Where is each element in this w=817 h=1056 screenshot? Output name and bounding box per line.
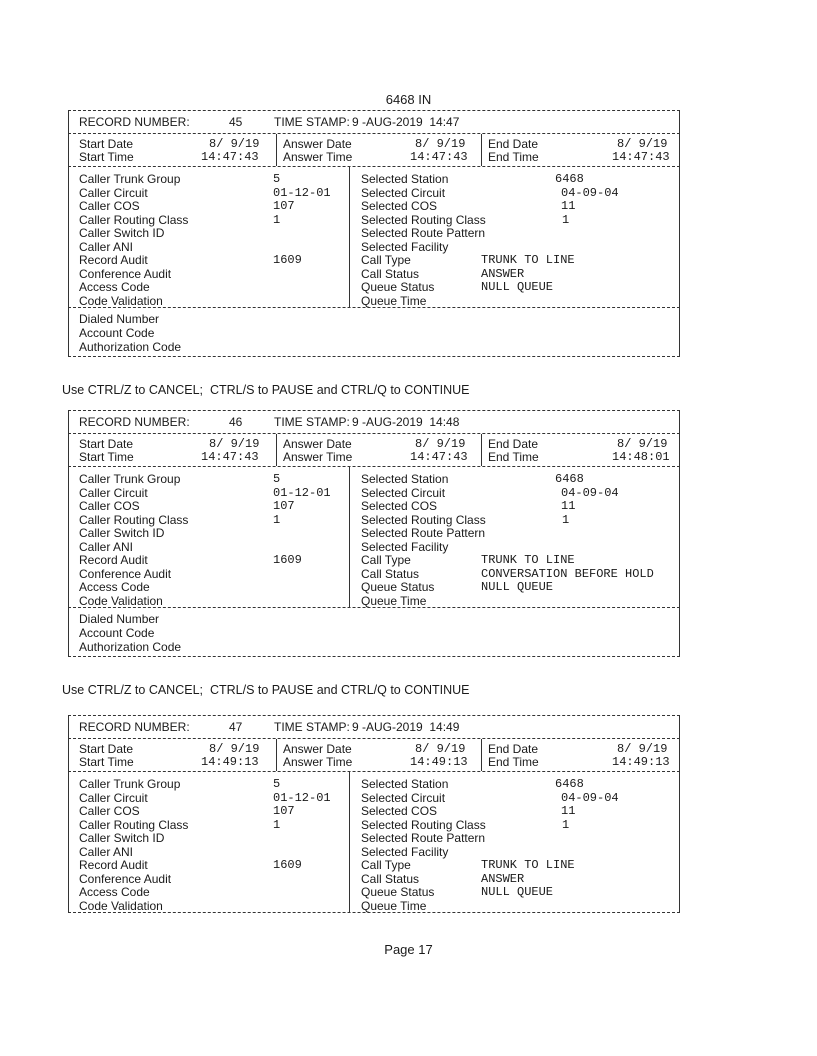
code-validation-label: Code Validation bbox=[79, 593, 163, 608]
selected-circuit-value: 04-09-04 bbox=[561, 485, 619, 500]
time-stamp-value: 9 -AUG-2019 14:48 bbox=[352, 415, 460, 429]
end-date-value: 8/ 9/19 bbox=[617, 137, 668, 151]
record-audit-label: Record Audit bbox=[79, 858, 148, 872]
divider bbox=[349, 167, 350, 307]
start-time-label: Start Time bbox=[79, 150, 134, 164]
call-status-label: Call Status bbox=[361, 266, 420, 281]
start-time-label: Start Time bbox=[79, 450, 134, 464]
caller-circuit-value: 01-12-01 bbox=[273, 185, 331, 200]
caller-switch-id-label: Caller Switch ID bbox=[79, 831, 165, 845]
selected-station-value: 6468 bbox=[555, 472, 584, 486]
caller-ani-label: Caller ANI bbox=[79, 539, 134, 554]
page-footer: Page 17 bbox=[384, 942, 433, 957]
answer-time-value: 14:47:43 bbox=[410, 450, 468, 464]
authorization-code-label: Authorization Code bbox=[79, 640, 182, 654]
end-time-label: End Time bbox=[488, 755, 539, 769]
start-date-label: Start Date bbox=[79, 137, 134, 151]
caller-switch-id-label: Caller Switch ID bbox=[79, 226, 165, 240]
dialed-number-label: Dialed Number bbox=[79, 312, 160, 326]
divider bbox=[276, 434, 277, 466]
end-date-value: 8/ 9/19 bbox=[617, 742, 668, 756]
caller-routing-class-label: Caller Routing Class bbox=[79, 817, 189, 832]
answer-date-value: 8/ 9/19 bbox=[415, 137, 466, 151]
caller-trunk-group-label: Caller Trunk Group bbox=[79, 172, 181, 186]
caller-circuit-value: 01-12-01 bbox=[273, 485, 331, 500]
start-date-value: 8/ 9/19 bbox=[209, 742, 260, 756]
end-time-value: 14:47:43 bbox=[612, 150, 670, 164]
selected-station-label: Selected Station bbox=[361, 777, 449, 791]
divider bbox=[481, 134, 482, 166]
call-status-value: ANSWER bbox=[481, 266, 525, 281]
divider bbox=[276, 739, 277, 771]
selected-facility-label: Selected Facility bbox=[361, 239, 449, 254]
selected-station-label: Selected Station bbox=[361, 172, 449, 186]
queue-status-label: Queue Status bbox=[361, 580, 435, 594]
selected-station-value: 6468 bbox=[555, 172, 584, 186]
record-audit-label: Record Audit bbox=[79, 553, 148, 567]
selected-station-label: Selected Station bbox=[361, 472, 449, 486]
pause-prompt: Use CTRL/Z to CANCEL; CTRL/S to PAUSE and CTRL/Q to CONTINUE bbox=[62, 683, 470, 697]
date-time-row bbox=[68, 434, 680, 466]
start-time-value: 14:47:43 bbox=[201, 450, 259, 464]
start-time-value: 14:49:13 bbox=[201, 755, 259, 769]
caller-trunk-group-label: Caller Trunk Group bbox=[79, 472, 181, 486]
pause-prompt: Use CTRL/Z to CANCEL; CTRL/S to PAUSE and CTRL/Q to CONTINUE bbox=[62, 383, 470, 397]
call-details bbox=[68, 772, 680, 912]
record-audit-label: Record Audit bbox=[79, 253, 148, 267]
dialing-details bbox=[68, 608, 680, 656]
queue-status-value: NULL QUEUE bbox=[481, 280, 554, 294]
caller-cos-label: Caller COS bbox=[79, 804, 140, 818]
date-time-row bbox=[68, 134, 680, 166]
caller-cos-value: 107 bbox=[273, 199, 295, 213]
call-type-value: TRUNK TO LINE bbox=[481, 553, 575, 567]
conference-audit-label: Conference Audit bbox=[79, 566, 172, 581]
record-number-label: RECORD NUMBER: bbox=[79, 115, 190, 129]
divider bbox=[349, 772, 350, 912]
caller-trunk-group-value: 5 bbox=[273, 172, 281, 186]
selected-circuit-value: 04-09-04 bbox=[561, 790, 619, 805]
caller-routing-class-value: 1 bbox=[273, 212, 281, 227]
selected-routing-class-label: Selected Routing Class bbox=[361, 512, 486, 527]
call-type-label: Call Type bbox=[361, 253, 411, 267]
caller-routing-class-label: Caller Routing Class bbox=[79, 212, 189, 227]
selected-route-pattern-label: Selected Route Pattern bbox=[361, 831, 486, 845]
call-record bbox=[68, 410, 680, 657]
time-stamp-value: 9 -AUG-2019 14:49 bbox=[352, 720, 460, 734]
caller-cos-label: Caller COS bbox=[79, 199, 140, 213]
conference-audit-label: Conference Audit bbox=[79, 871, 172, 886]
answer-time-value: 14:47:43 bbox=[410, 150, 468, 164]
caller-circuit-label: Caller Circuit bbox=[79, 185, 148, 200]
divider bbox=[481, 739, 482, 771]
record-number-label: RECORD NUMBER: bbox=[79, 415, 190, 429]
caller-routing-class-label: Caller Routing Class bbox=[79, 512, 189, 527]
divider bbox=[68, 356, 680, 357]
queue-status-label: Queue Status bbox=[361, 280, 435, 294]
start-date-value: 8/ 9/19 bbox=[209, 437, 260, 451]
record-number-label: RECORD NUMBER: bbox=[79, 720, 190, 734]
caller-circuit-value: 01-12-01 bbox=[273, 790, 331, 805]
caller-cos-value: 107 bbox=[273, 804, 295, 818]
access-code-label: Access Code bbox=[79, 580, 150, 594]
answer-date-value: 8/ 9/19 bbox=[415, 437, 466, 451]
call-record bbox=[68, 715, 680, 913]
time-stamp-value: 9 -AUG-2019 14:47 bbox=[352, 115, 460, 129]
end-date-value: 8/ 9/19 bbox=[617, 437, 668, 451]
call-type-value: TRUNK TO LINE bbox=[481, 858, 575, 872]
record-audit-value: 1609 bbox=[273, 253, 302, 267]
answer-date-label: Answer Date bbox=[283, 742, 352, 756]
answer-time-label: Answer Time bbox=[283, 450, 353, 464]
selected-circuit-label: Selected Circuit bbox=[361, 790, 446, 805]
caller-cos-label: Caller COS bbox=[79, 499, 140, 513]
selected-cos-value: 11 bbox=[561, 804, 576, 818]
start-time-value: 14:47:43 bbox=[201, 150, 259, 164]
start-time-label: Start Time bbox=[79, 755, 134, 769]
date-time-row bbox=[68, 739, 680, 771]
selected-cos-label: Selected COS bbox=[361, 804, 438, 818]
selected-routing-class-label: Selected Routing Class bbox=[361, 817, 486, 832]
caller-trunk-group-label: Caller Trunk Group bbox=[79, 777, 181, 791]
start-date-label: Start Date bbox=[79, 437, 134, 451]
record-header-row bbox=[68, 411, 680, 433]
call-details bbox=[68, 467, 680, 607]
access-code-label: Access Code bbox=[79, 885, 150, 899]
end-date-label: End Date bbox=[488, 137, 539, 151]
end-date-label: End Date bbox=[488, 742, 539, 756]
queue-status-value: NULL QUEUE bbox=[481, 885, 554, 899]
caller-routing-class-value: 1 bbox=[273, 817, 281, 832]
answer-time-value: 14:49:13 bbox=[410, 755, 468, 769]
conference-audit-label: Conference Audit bbox=[79, 266, 172, 281]
record-header-row bbox=[68, 716, 680, 738]
queue-time-label: Queue Time bbox=[361, 898, 427, 913]
end-date-label: End Date bbox=[488, 437, 539, 451]
start-date-value: 8/ 9/19 bbox=[209, 137, 260, 151]
divider bbox=[68, 656, 680, 657]
caller-ani-label: Caller ANI bbox=[79, 239, 134, 254]
selected-facility-label: Selected Facility bbox=[361, 539, 449, 554]
queue-time-label: Queue Time bbox=[361, 293, 427, 308]
code-validation-label: Code Validation bbox=[79, 898, 163, 913]
caller-routing-class-value: 1 bbox=[273, 512, 281, 527]
call-status-label: Call Status bbox=[361, 871, 420, 886]
record-number-value: 47 bbox=[229, 720, 243, 734]
selected-circuit-label: Selected Circuit bbox=[361, 185, 446, 200]
account-code-label: Account Code bbox=[79, 626, 155, 640]
selected-cos-label: Selected COS bbox=[361, 499, 438, 513]
caller-trunk-group-value: 5 bbox=[273, 777, 281, 791]
record-audit-value: 1609 bbox=[273, 858, 302, 872]
selected-route-pattern-label: Selected Route Pattern bbox=[361, 226, 486, 240]
record-audit-value: 1609 bbox=[273, 553, 302, 567]
record-number-value: 45 bbox=[229, 115, 243, 129]
record-number-value: 46 bbox=[229, 415, 243, 429]
end-time-label: End Time bbox=[488, 150, 539, 164]
account-code-label: Account Code bbox=[79, 326, 155, 340]
call-status-value: CONVERSATION BEFORE HOLD bbox=[481, 566, 654, 581]
selected-routing-class-value: 1 bbox=[562, 817, 570, 832]
page-header: 6468 IN bbox=[385, 92, 432, 107]
time-stamp-label: TIME STAMP: bbox=[274, 720, 350, 734]
record-header-row bbox=[68, 111, 680, 133]
answer-date-label: Answer Date bbox=[283, 137, 352, 151]
dialing-details bbox=[68, 308, 680, 356]
access-code-label: Access Code bbox=[79, 280, 150, 294]
end-time-label: End Time bbox=[488, 450, 539, 464]
call-type-value: TRUNK TO LINE bbox=[481, 253, 575, 267]
call-status-label: Call Status bbox=[361, 566, 420, 581]
call-type-label: Call Type bbox=[361, 858, 411, 872]
code-validation-label: Code Validation bbox=[79, 293, 163, 308]
selected-circuit-value: 04-09-04 bbox=[561, 185, 619, 200]
answer-time-label: Answer Time bbox=[283, 150, 353, 164]
answer-time-label: Answer Time bbox=[283, 755, 353, 769]
selected-station-value: 6468 bbox=[555, 777, 584, 791]
queue-status-value: NULL QUEUE bbox=[481, 580, 554, 594]
divider bbox=[481, 434, 482, 466]
selected-cos-value: 11 bbox=[561, 199, 576, 213]
end-time-value: 14:48:01 bbox=[612, 450, 670, 464]
divider bbox=[276, 134, 277, 166]
caller-trunk-group-value: 5 bbox=[273, 472, 281, 486]
caller-cos-value: 107 bbox=[273, 499, 295, 513]
divider bbox=[349, 467, 350, 607]
call-details bbox=[68, 167, 680, 307]
time-stamp-label: TIME STAMP: bbox=[274, 115, 350, 129]
selected-circuit-label: Selected Circuit bbox=[361, 485, 446, 500]
caller-circuit-label: Caller Circuit bbox=[79, 790, 148, 805]
answer-date-label: Answer Date bbox=[283, 437, 352, 451]
start-date-label: Start Date bbox=[79, 742, 134, 756]
caller-circuit-label: Caller Circuit bbox=[79, 485, 148, 500]
queue-status-label: Queue Status bbox=[361, 885, 435, 899]
selected-routing-class-label: Selected Routing Class bbox=[361, 212, 486, 227]
call-record bbox=[68, 110, 680, 357]
time-stamp-label: TIME STAMP: bbox=[274, 415, 350, 429]
selected-cos-value: 11 bbox=[561, 499, 576, 513]
selected-route-pattern-label: Selected Route Pattern bbox=[361, 526, 486, 540]
authorization-code-label: Authorization Code bbox=[79, 340, 182, 354]
selected-routing-class-value: 1 bbox=[562, 212, 570, 227]
call-type-label: Call Type bbox=[361, 553, 411, 567]
caller-ani-label: Caller ANI bbox=[79, 844, 134, 859]
end-time-value: 14:49:13 bbox=[612, 755, 670, 769]
call-status-value: ANSWER bbox=[481, 871, 525, 886]
answer-date-value: 8/ 9/19 bbox=[415, 742, 466, 756]
caller-switch-id-label: Caller Switch ID bbox=[79, 526, 165, 540]
selected-routing-class-value: 1 bbox=[562, 512, 570, 527]
selected-cos-label: Selected COS bbox=[361, 199, 438, 213]
dialed-number-label: Dialed Number bbox=[79, 612, 160, 626]
queue-time-label: Queue Time bbox=[361, 593, 427, 608]
selected-facility-label: Selected Facility bbox=[361, 844, 449, 859]
